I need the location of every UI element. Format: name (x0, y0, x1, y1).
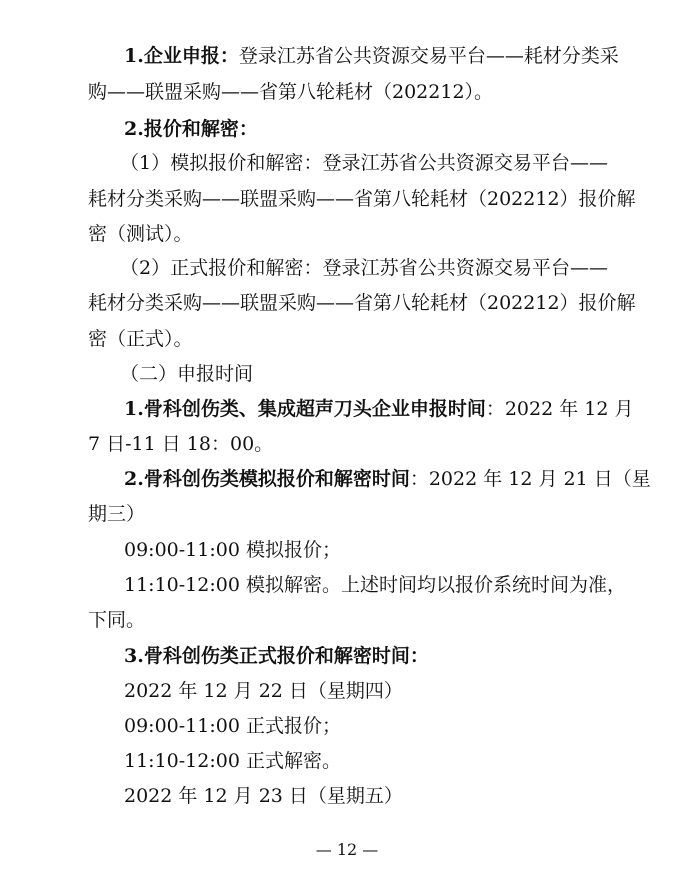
paragraph-line: 耗材分类采购——联盟采购——省第八轮耗材（202212）报价解 (88, 188, 636, 210)
bold-heading: 1.企业申报： (124, 45, 239, 67)
paragraph-line: 7 日-11 日 18：00。 (88, 433, 274, 455)
bold-heading: 2.骨科创伤类模拟报价和解密时间 (124, 468, 410, 490)
paragraph-line: （1）模拟报价和解密：登录江苏省公共资源交易平台—— (120, 152, 608, 174)
section-heading: （二）申报时间 (120, 363, 254, 385)
date-line: 2022 年 12 月 23 日（星期五） (124, 785, 403, 807)
date-line: 2022 年 12 月 22 日（星期四） (124, 680, 403, 702)
paragraph-text: ：2022 年 12 月 (485, 398, 634, 420)
paragraph-text: ：2022 年 12 月 21 日（星 (409, 468, 651, 490)
schedule-line: 11:10-12:00 正式解密。 (124, 750, 341, 772)
paragraph-line (124, 467, 651, 491)
bold-heading: 1.骨科创伤类、集成超声刀头企业申报时间 (124, 398, 486, 420)
schedule-line: 09:00-11:00 模拟报价； (124, 539, 341, 561)
section-heading: 3.骨科创伤类正式报价和解密时间： (124, 645, 429, 667)
schedule-line: 11:10-12:00 模拟解密。上述时间均以报价系统时间为准， (124, 574, 626, 596)
paragraph-text: 登录江苏省公共资源交易平台——耗材分类采 (238, 45, 619, 67)
paragraph-line (124, 397, 634, 421)
paragraph-line: 密（测试）。 (88, 223, 193, 245)
schedule-line: 09:00-11:00 正式报价； (124, 715, 341, 737)
paragraph-line: 耗材分类采购——联盟采购——省第八轮耗材（202212）报价解 (88, 292, 636, 314)
paragraph-line: 下同。 (88, 609, 146, 631)
paragraph-line: 密（正式）。 (88, 328, 193, 350)
paragraph-line: 期三） (88, 503, 146, 525)
page-number: — 12 — (315, 840, 379, 859)
paragraph-line (124, 44, 619, 68)
paragraph-line: 购——联盟采购——省第八轮耗材（202212）。 (88, 81, 494, 103)
paragraph-line: （2）正式报价和解密：登录江苏省公共资源交易平台—— (120, 257, 608, 279)
section-heading: 2.报价和解密： (124, 118, 258, 140)
